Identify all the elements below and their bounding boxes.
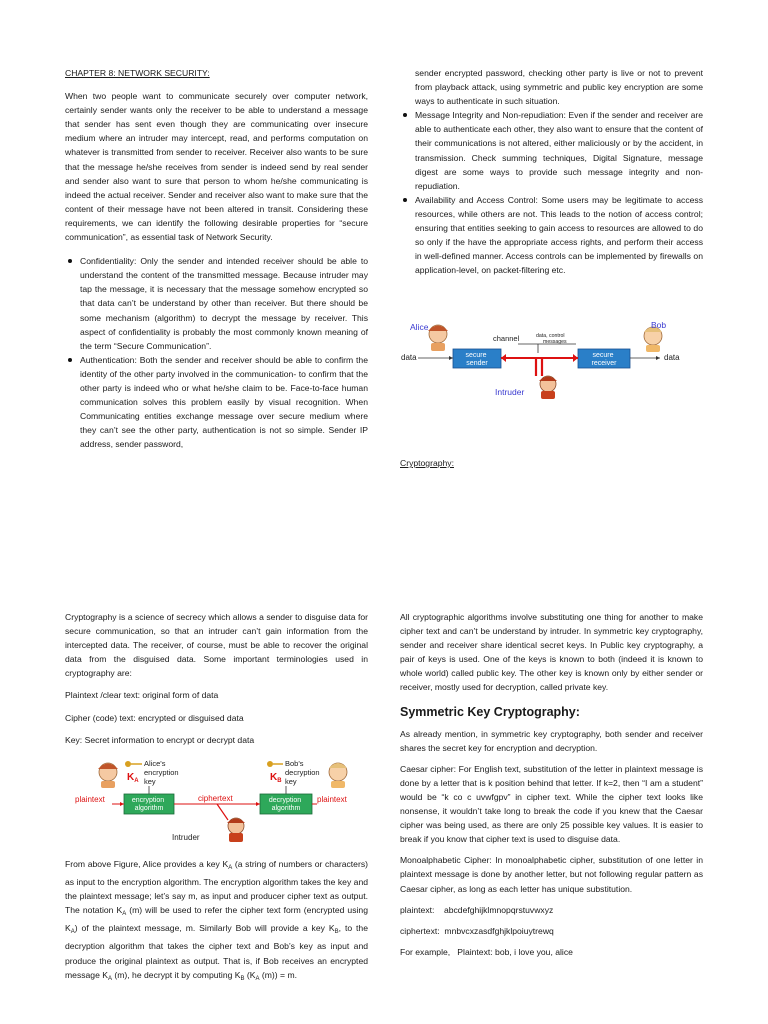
auth-continuation: sender encrypted password, checking other party is live or not to prevent from playback attack, using symmetric and public key encryption are some ways to authenticate in such situation. — [415, 68, 703, 107]
encryption-algorithm-label — [132, 797, 166, 812]
intruder-label-2: Intruder — [172, 833, 200, 842]
secure-sender-label — [466, 352, 489, 367]
dec-alg-line2: algorithm — [271, 805, 301, 812]
secure-sender-line1: secure — [465, 352, 487, 359]
alice-key-line2: encryption — [144, 768, 179, 777]
chapter-title: CHAPTER 8: NETWORK SECURITY: — [65, 68, 210, 78]
secure-receiver-line2: receiver — [591, 360, 617, 367]
data-right-label: data — [664, 353, 680, 362]
figure-explanation: From above Figure, Alice provides a key $K_A$ (a string of numbers or characters) as input to the encryption algorithm. The encryption algorithm takes the key and the plaintext message; let’s say m, as input and producer cipher text as output. The notation $K_A$ (m) will be used to refer the cipher text form (encrypted using $K_A$) of the plaintext message, m. Similarly Bob will provide a key $K_B$, to the decryption algorithm that takes the cipher text and Bob’s key as input and produce the original plaintext as output. That is, if Bob receives an encrypted message $K_A$ (m), he decrypt it by computing $K_B$ ($K_A$ (m)) = m. — [65, 859, 368, 982]
cryptography-intro: Cryptography is a science of secrecy which allows a sender to disguise data for secure communication, so that an intruder can’t gain information from the intercepted data. The receiver, of course, must be able to recover the original data from the disguised data. Some important terminologies used in cryptography are: — [65, 612, 368, 679]
list-item-authentication: Authentication: Both the sender and receiver should be able to confirm the identity of the other party involved in the communication- to confirm that the other party is indeed who or what he/she claim to be. Face-to-face human communication solves this problem easily by visual recognition. When Communicating entities exchange message over secure medium where they can’t see the other party, authentication is not so simple. Sender IP address, sender password, — [80, 353, 368, 452]
bob-key-line3: key — [285, 777, 297, 786]
alice-key-line3: key — [144, 777, 156, 786]
algorithms-intro: All cryptographic algorithms involve substituting one thing for another to make cipher text and can’t be understand by intruder. In symmetric key cryptography, sender and receiver share identical secret keys. In Public key cryptography, a pair of keys is used. One of the keys is known to both (indeed it is known to whole world) called public key. The other key is known only by either sender or receiver, mostly used for decryption, called private key. — [400, 612, 703, 693]
intruder-figure-2 — [227, 818, 245, 842]
ciphertext-definition: Cipher (code) text: encrypted or disguised data — [65, 712, 244, 723]
symmetric-intro: As already mention, in symmetric key cryptography, both sender and receiver shares the secret key for encryption and decryption. — [400, 728, 703, 753]
secure-receiver-label — [592, 352, 618, 367]
plaintext-left-label: plaintext — [75, 795, 105, 804]
top-left-column — [65, 66, 368, 451]
alice-key-label — [144, 759, 181, 786]
intruder-label: Intruder — [495, 387, 525, 397]
channel-note-label — [536, 333, 567, 345]
bottom-right-column — [400, 610, 703, 959]
alice-key-icon — [125, 761, 142, 767]
top-right-column — [400, 66, 703, 277]
secure-receiver-line1: secure — [592, 352, 614, 359]
properties-list — [65, 254, 368, 451]
alice-figure — [428, 325, 448, 351]
secure-sender-line2: sender — [466, 360, 488, 367]
alice-figure-2 — [98, 763, 118, 788]
example-line: For example, Plaintext: bob, i love you, alice — [400, 946, 573, 957]
secure-communication-diagram — [398, 318, 698, 403]
ciphertext-label: ciphertext — [198, 794, 233, 803]
intro-paragraph: When two people want to communicate securely over computer network, certainly sender wants only the receiver to be able to understand a message that sender has sent even though they are communicating over insecure medium where an intruder may intercept, read, and performs computation on whatever is transmitted from sender to receiver. Receiver also wants to be sure that the message he/she receives from sender is indeed send by real sender and sender also want to sure that person to whom he/she communicating is indeed the actual receiver. Sender and receiver also want to make sure that the content of their message have not been altered in transit. Considering these requirements, we can identify the following desirable properties for “secure communication”, as essential task of Network Security. — [65, 91, 368, 243]
bob-key-label — [285, 759, 322, 786]
alice-label: Alice — [410, 322, 429, 332]
bob-key-icon — [267, 761, 283, 767]
list-item-confidentiality: Confidentiality: Only the sender and intended receiver should be able to understand the content of the transmitted message. Because intruder may tap the message, it is necessary that the message somehow encrypted so that data can’t be understand by other than receiver. But there should be some mechanism (algorithm) to decrypt the message by receiver. This aspect of confidentiality is probably the most commonly known meaning of the term “Secure Communication”. — [80, 254, 368, 353]
list-item-integrity: Message Integrity and Non-repudiation: Even if the sender and receiver are able to authenticate each other, they also want to ensure that the content of their communications is not altered, either maliciously or by the accident, in transmission. Check summing techniques, Digital Signature, message digest are some ways to provide such message integrity and non-repudiation. — [415, 108, 703, 193]
alice-ka-symbol: $K_A$ — [127, 772, 139, 784]
data-left-label: data — [401, 353, 417, 362]
intruder-figure — [539, 376, 557, 399]
channel-label: channel — [493, 334, 520, 343]
caesar-cipher-paragraph: Caesar cipher: For English text, substitution of the letter in plaintext message is done by a letter that is k position behind that letter. If k=2, then “I am a student” would be “k co c uvwfgpv” in cipher text. While the cipher text looks like nonsense, it wouldn’t take long to break the code if you knew that the Caesar cipher was being used, as there are only 25 possible key values. It is easier to break if you know that cipher text is used to disguise data. — [400, 763, 703, 845]
bob-kb-symbol: $K_B$ — [270, 772, 282, 784]
ciphertext-alphabet: ciphertext: mnbvcxzasdfghjklpoiuytrewq — [400, 925, 554, 936]
channel-note-line2: messages — [543, 339, 567, 345]
bottom-left-explanation — [65, 857, 368, 986]
symmetric-key-heading: Symmetric Key Cryptography: — [400, 704, 580, 719]
encryption-diagram — [72, 758, 367, 846]
bob-figure-2 — [329, 763, 347, 788]
key-definition: Key: Secret information to encrypt or decrypt data — [65, 734, 255, 745]
plaintext-alphabet: plaintext: abcdefghijklmnopqrstuvwxyz — [400, 904, 554, 915]
channel-note-line1: data, control — [536, 333, 565, 339]
cryptography-heading-block — [400, 456, 600, 470]
decryption-algorithm-label — [269, 797, 303, 812]
list-item-availability: Availability and Access Control: Some users may be legitimate to access resources, while others are not. This leads to the notion of access control; ensuring that entities seeking to gain access to resources are allowed to do so only if the have the appropriate access rights, and perform their access in well-defined manner. Access controls can be implemented by firewalls on application-level, on packet-filtering etc. — [415, 193, 703, 278]
alice-key-line1: Alice's — [144, 759, 166, 768]
enc-alg-line2: algorithm — [134, 805, 164, 812]
dec-alg-line1: decryption — [268, 797, 302, 804]
plaintext-right-label: plaintext — [317, 795, 347, 804]
monoalphabetic-paragraph: Monoalphabetic Cipher: In monoalphabetic cipher, substitution of one letter in plaintext message is done by another letter, but not following regular pattern as Caesar cipher, as long as each letter has unique substitution. — [400, 855, 703, 894]
cryptography-heading: Cryptography: — [400, 458, 454, 468]
properties-list-continued — [400, 108, 703, 277]
plaintext-definition: Plaintext /clear text: original form of data — [65, 690, 219, 701]
bottom-left-column — [65, 610, 368, 747]
bob-key-line1: Bob's — [285, 759, 304, 768]
enc-alg-line1: encryption — [131, 797, 165, 804]
bob-key-line2: decryption — [285, 768, 320, 777]
bob-figure — [644, 327, 662, 352]
bob-label: Bob — [651, 320, 667, 330]
